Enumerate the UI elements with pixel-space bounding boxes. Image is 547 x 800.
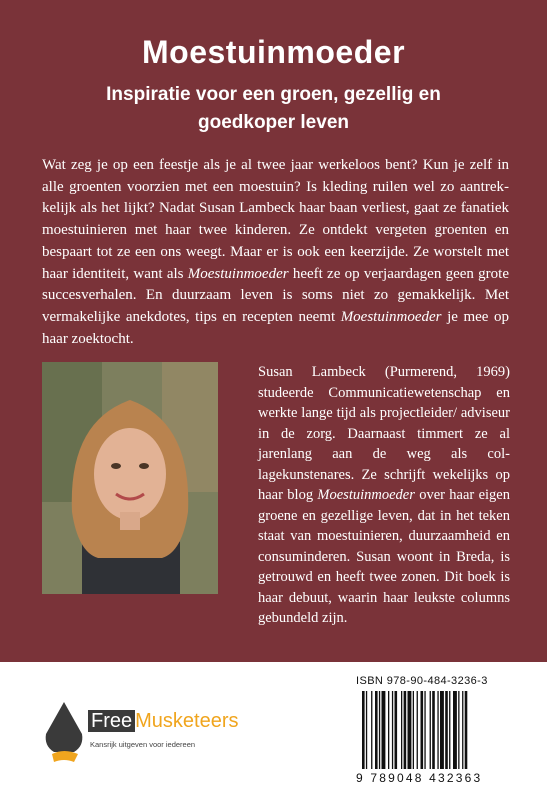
blurb-title-ref: Moestuinmoeder [340, 308, 442, 325]
barcode-bar [465, 691, 468, 769]
photo-eye-left [111, 463, 121, 469]
barcode-bar [417, 691, 418, 769]
barcode-bar [408, 691, 412, 769]
barcode-bar [413, 691, 414, 769]
author-bio [258, 362, 510, 629]
barcode-bar [440, 691, 444, 769]
barcode-bar [375, 691, 378, 769]
isbn-label: ISBN 978-90-484-3236-3 [356, 675, 488, 687]
musketeer-hat-icon [40, 700, 90, 765]
barcode-bar [430, 691, 431, 769]
blurb-part: heeft ze op verjaardagen geen grote succesverhalen. En duurzaam leven is soms niet zo gemakkelijk. Met vermakelijke anekdotes, tips en recepten neemt [42, 265, 509, 325]
barcode-bar [445, 691, 448, 769]
barcode-bar [424, 691, 425, 769]
barcode-bar [366, 691, 367, 769]
photo-eye-right [139, 463, 149, 469]
publisher-musketeers: Musketeers [135, 710, 239, 732]
barcode-bar [458, 691, 459, 769]
bio-blog-ref: Moestuinmoeder [317, 487, 415, 503]
photo-neck [120, 512, 140, 530]
barcode-bar [392, 691, 393, 769]
bio-part: over haar eigen groene en gezellige leven, dat in het teken staat van moestuinieren, duurzaamheid en consuminderen. Susan woont in Breda, is getrouwd en heeft twee zonen. Dit boek is haar debuut, waarin haar leukste columns gebundeld zijn. [258, 487, 510, 626]
bio-part: Susan Lambeck (Purmerend, 1969) studeerde Communicatiewetenschap en werkte lange tijd als projectleider/ adviseur in de zorg. Daarnaast timmert ze al jarenlang aan de weg als collagekunstenares. Ze schrijft wekelijks op haar blog [258, 364, 510, 503]
blurb-part: Wat zeg je op een feestje als je al twee jaar werkeloos bent? Kun je zelf in alle groenten voorzien met een moestuin? Is kleding ruilen wel zo aantrekkelijk als het lijkt? Nadat Susan Lambeck haar baan verliest, gaat ze fanatiek moestuinieren met haar twee kinderen. Ze ontdekt vergeten groenten en bespaart tot ze een ons weegt. Maar er is ook een keerzijde. Ze worstelt met haar identiteit, want als [42, 157, 509, 282]
publisher-free: Free [88, 710, 135, 732]
publisher-name [88, 710, 239, 733]
blurb-title-ref: Moestuinmoeder [187, 265, 289, 282]
book-title: Moestuinmoeder [141, 34, 406, 70]
publisher-logo [40, 700, 239, 765]
barcode-bar [401, 691, 402, 769]
barcode-bar [437, 691, 438, 769]
blurb-part: je mee op haar zoektocht. [42, 308, 509, 347]
author-portrait-illustration [42, 362, 218, 594]
isbn-digits: 9 789048 432363 [356, 771, 483, 785]
barcode-bar [395, 691, 398, 769]
barcode-bar [382, 691, 386, 769]
book-subtitle: Inspiratie voor een groen, gezellig en goedkoper leven [106, 84, 441, 133]
logo-feather [52, 751, 78, 762]
author-photo [42, 362, 218, 594]
barcode-bar [432, 691, 435, 769]
barcode-bar [362, 691, 365, 769]
publisher-tagline: Kansrijk uitgeven voor iedereen [90, 740, 196, 749]
barcode-bar [388, 691, 389, 769]
barcode-bar [449, 691, 450, 769]
photo-face [94, 428, 166, 520]
blurb-text [42, 155, 509, 350]
barcode-bars [362, 691, 512, 769]
barcode-bar [371, 691, 372, 769]
barcode-bar [421, 691, 424, 769]
barcode [356, 675, 516, 790]
barcode-bar [462, 691, 463, 769]
barcode-bar [453, 691, 457, 769]
barcode-bar [404, 691, 407, 769]
logo-hat-shape [46, 702, 83, 752]
barcode-bar [379, 691, 380, 769]
